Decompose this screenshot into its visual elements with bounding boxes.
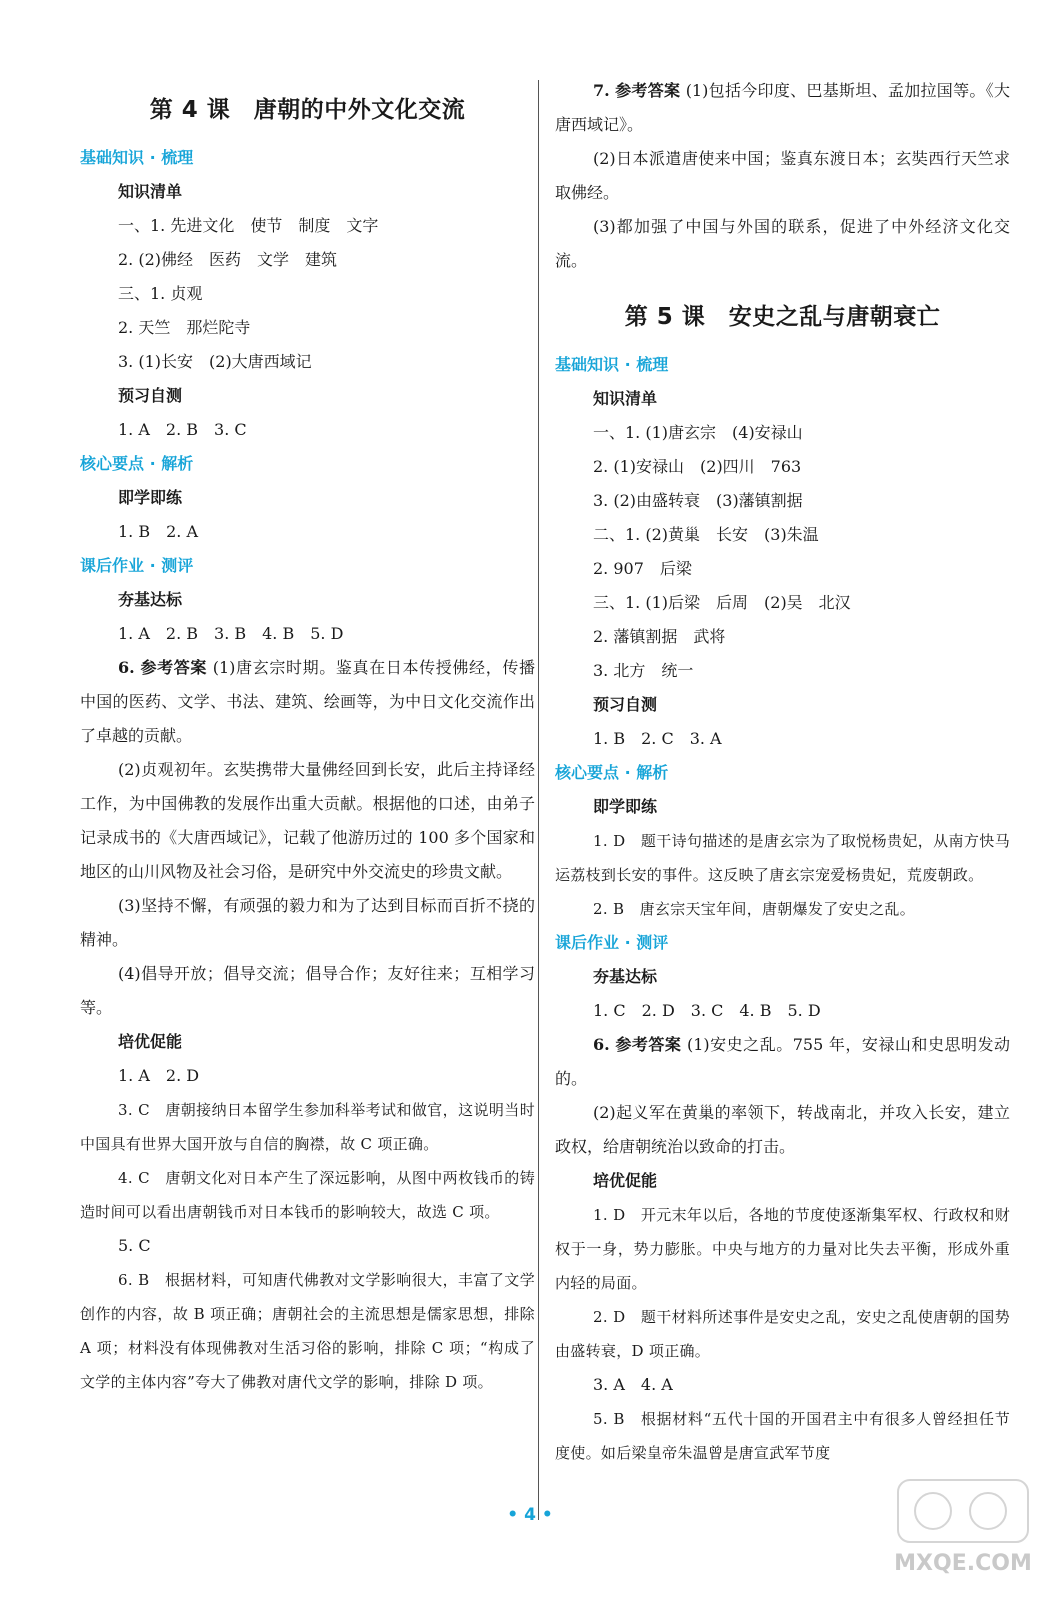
explanation-paragraph: 5. B 根据材料“五代十国的开国君主中有很多人曾经担任节度使。如后梁皇帝朱温曾是唐宣武军节度	[555, 1410, 1010, 1462]
section-basic-knowledge: 基础知识 · 梳理	[80, 148, 194, 167]
explanation-paragraph: 2. B 唐玄宗天宝年间，唐朝爆发了安史之乱。	[593, 900, 916, 918]
answer-line: 2. (1)安禄山 (2)四川 763	[593, 457, 802, 476]
subhead-knowledge-list: 知识清单	[593, 389, 658, 408]
answer-text: (1)唐玄宗时期。鉴真在日本传授佛经，传播中国的医药、文学、书法、建筑、绘画等，为中日文化交流作出了卓越的贡献。	[80, 658, 535, 745]
answer-paragraph	[555, 74, 1010, 142]
reference-answer-label: 参考答案	[615, 81, 681, 100]
question-number: 6.	[118, 658, 135, 677]
subhead-advanced: 培优促能	[593, 1171, 658, 1190]
explanation-paragraph: 6. B 根据材料，可知唐代佛教对文学影响很大，丰富了文学创作的内容，故 B 项正确；唐朝社会的主流思想是儒家思想，排除 A 项；材料没有体现佛教对生活习俗的影响，排除 C 项；“构成了文学的主体内容”夸大了佛教对唐代文学的影响，排除 D 项。	[80, 1271, 535, 1391]
answer-line: 2. 907 后梁	[593, 559, 692, 578]
answer-line: 1. C 2. D 3. C 4. B 5. D	[593, 1001, 821, 1020]
subhead-practice: 即学即练	[118, 488, 183, 507]
question-number: 7.	[593, 81, 610, 100]
answer-text: (1)安史之乱。755 年，安禄山和史思明发动的。	[555, 1035, 1010, 1088]
answer-line: 三、1. (1)后梁 后周 (2)吴 北汉	[593, 593, 851, 612]
answer-line: 3. (1)长安 (2)大唐西域记	[118, 352, 312, 371]
answer-line: 2. (2)佛经 医药 文学 建筑	[118, 250, 338, 269]
explanation-paragraph: 3. C 唐朝接纳日本留学生参加科举考试和做官，这说明当时中国具有世界大国开放与自信的胸襟，故 C 项正确。	[80, 1101, 535, 1153]
explanation-paragraph: 4. C 唐朝文化对日本产生了深远影响，从图中两枚钱币的铸造时间可以看出唐朝钱币对日本钱币的影响较大，故选 C 项。	[80, 1169, 535, 1221]
right-column	[555, 0, 1010, 1470]
answer-paragraph: (3)坚持不懈，有顽强的毅力和为了达到目标而百折不挠的精神。	[80, 896, 535, 949]
answer-line: 一、1. (1)唐玄宗 (4)安禄山	[593, 423, 803, 442]
answer-paragraph	[555, 1028, 1010, 1096]
answer-line: 3. (2)由盛转衰 (3)藩镇割据	[593, 491, 803, 510]
answer-line: 2. 天竺 那烂陀寺	[118, 318, 251, 337]
answer-line: 5. C	[118, 1236, 151, 1255]
watermark-logo	[888, 1470, 1038, 1580]
subhead-advanced: 培优促能	[118, 1032, 183, 1051]
left-column	[80, 0, 535, 1399]
answer-line: 一、1. 先进文化 使节 制度 文字	[118, 216, 379, 235]
answer-line: 3. A 4. A	[593, 1375, 673, 1394]
lesson-4-title: 第 4 课 唐朝的中外文化交流	[149, 97, 466, 123]
answer-line: 1. A 2. B 3. B 4. B 5. D	[118, 624, 344, 643]
subhead-practice: 即学即练	[593, 797, 658, 816]
answer-paragraph: (2)起义军在黄巢的率领下，转战南北，并攻入长安，建立政权，给唐朝统治以致命的打击。	[555, 1103, 1010, 1156]
answer-line: 1. B 2. A	[118, 522, 199, 541]
answer-paragraph: (4)倡导开放；倡导交流；倡导合作；友好往来；互相学习等。	[80, 964, 535, 1017]
explanation-paragraph: 1. D 开元末年以后，各地的节度使逐渐集军权、行政权和财权于一身，势力膨胀。中央与地方的力量对比失去平衡，形成外重内轻的局面。	[555, 1206, 1010, 1292]
explanation-paragraph: 1. D 题干诗句描述的是唐玄宗为了取悦杨贵妃，从南方快马运荔枝到长安的事件。这反映了唐玄宗宠爱杨贵妃，荒废朝政。	[555, 832, 1010, 884]
explanation-paragraph: 2. D 题干材料所述事件是安史之乱，安史之乱使唐朝的国势由盛转衰，D 项正确。	[555, 1308, 1010, 1360]
section-core-points: 核心要点 · 解析	[80, 454, 194, 473]
lesson-5-title: 第 5 课 安史之乱与唐朝衰亡	[624, 304, 941, 330]
answer-paragraph: (3)都加强了中国与外国的联系，促进了中外经济文化交流。	[555, 217, 1010, 270]
subhead-foundation: 夯基达标	[593, 967, 658, 986]
answer-paragraph	[80, 651, 535, 753]
subhead-foundation: 夯基达标	[118, 590, 183, 609]
answer-line: 2. 藩镇割据 武将	[593, 627, 726, 646]
question-number: 6.	[593, 1035, 610, 1054]
page-number: • 4 •	[507, 1505, 553, 1525]
answer-paragraph: (2)日本派遣唐使来中国；鉴真东渡日本；玄奘西行天竺求取佛经。	[555, 149, 1010, 202]
answer-line: 3. 北方 统一	[593, 661, 694, 680]
section-core-points: 核心要点 · 解析	[555, 763, 669, 782]
section-homework: 课后作业 · 测评	[555, 933, 669, 952]
answer-line: 三、1. 贞观	[118, 284, 203, 303]
subhead-preview-test: 预习自测	[118, 386, 183, 405]
section-homework: 课后作业 · 测评	[80, 556, 194, 575]
answer-text: (1)包括今印度、巴基斯坦、孟加拉国等。《大唐西域记》。	[555, 81, 1010, 134]
section-basic-knowledge: 基础知识 · 梳理	[555, 355, 669, 374]
watermark-text: MXQE.COM	[894, 1551, 1032, 1576]
reference-answer-label: 参考答案	[140, 658, 208, 677]
answer-line: 二、1. (2)黄巢 长安 (3)朱温	[593, 525, 819, 544]
answer-line: 1. A 2. B 3. C	[118, 420, 247, 439]
answer-paragraph: (2)贞观初年。玄奘携带大量佛经回到长安，此后主持译经工作，为中国佛教的发展作出重大贡献。根据他的口述，由弟子记录成书的《大唐西域记》，记载了他游历过的 100 多个国家和地区的山川风物及社会习俗，是研究中外交流史的珍贵文献。	[80, 760, 535, 881]
column-divider	[538, 80, 539, 1520]
subhead-knowledge-list: 知识清单	[118, 182, 183, 201]
subhead-preview-test: 预习自测	[593, 695, 658, 714]
reference-answer-label: 参考答案	[615, 1035, 682, 1054]
answer-line: 1. A 2. D	[118, 1066, 200, 1085]
answer-line: 1. B 2. C 3. A	[593, 729, 722, 748]
